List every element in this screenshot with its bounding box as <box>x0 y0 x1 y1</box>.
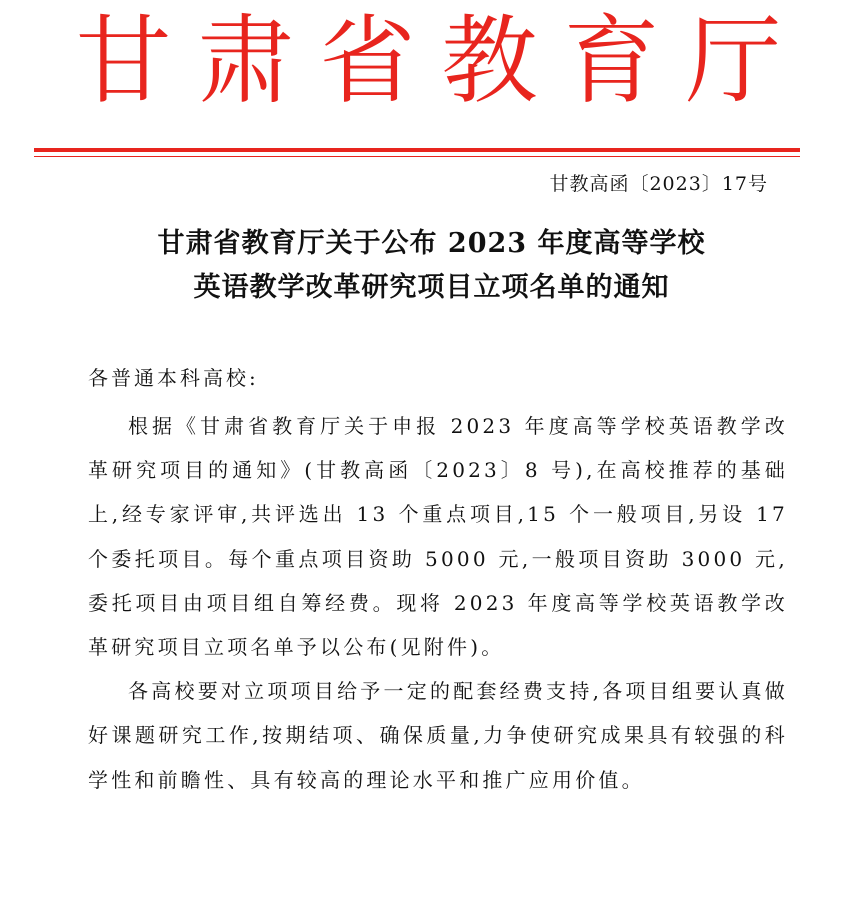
masthead-rule-thick <box>34 148 800 152</box>
document-title-line2: 英语教学改革研究项目立项名单的通知 <box>193 272 670 303</box>
body-text <box>88 404 788 802</box>
document-title-line1: 甘肃省教育厅关于公布 2023 年度高等学校 <box>157 228 706 259</box>
paragraph-1: 根据《甘肃省教育厅关于申报 2023 年度高等学校英语教学改革研究项目的通知》(甘教高函〔2023〕8 号),在高校推荐的基础上,经专家评审,共评选出 13 个重点项目,15 个一般项目,另设 17 个委托项目。每个重点项目资助 5000 元,一般项目资助 3000 元,委托项目由项目组自筹经费。现将 2023 年度高等学校英语教学改革研究项目立项名单予以公布(见附件)。 <box>88 414 788 660</box>
salutation: 各普通本科高校: <box>88 366 259 390</box>
document-title <box>0 222 863 310</box>
masthead-rule-thin <box>34 156 800 157</box>
document-number: 甘教高函〔2023〕17号 <box>549 173 768 195</box>
paragraph-2: 各高校要对立项项目给予一定的配套经费支持,各项目组要认真做好课题研究工作,按期结项、确保质量,力争使研究成果具有较强的科学性和前瞻性、具有较高的理论水平和推广应用价值。 <box>88 679 788 792</box>
masthead-agency-name: 甘肃省教育厅 <box>75 5 808 117</box>
